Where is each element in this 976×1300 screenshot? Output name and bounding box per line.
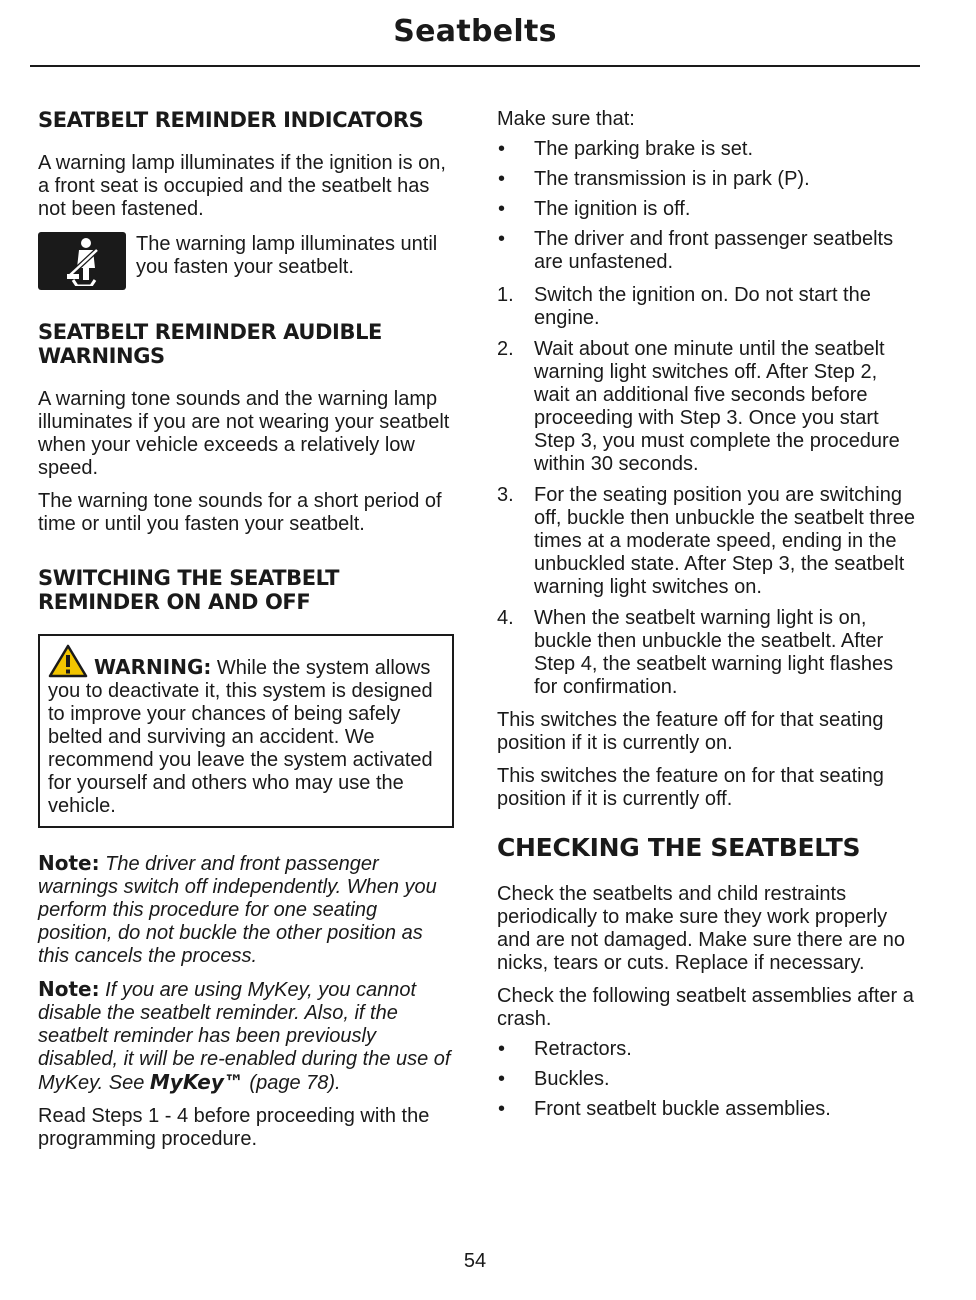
page-number: 54	[463, 1250, 487, 1272]
note-independent	[38, 852, 454, 968]
title-divider	[30, 65, 920, 67]
list-item: 3. For the seating position you are switching off, buckle then unbuckle the seatbelt three times at a moderate speed, ending in the unbuckled state. After Step 3, the seatbelt warning light switches on.	[497, 484, 916, 598]
warning-lamp-row	[38, 233, 454, 290]
right-column	[497, 108, 917, 1131]
paragraph: The warning tone sounds for a short period of time or until you fasten your seatbelt.	[38, 490, 442, 535]
list-item: 1. Switch the ignition on. Do not start the engine.	[497, 284, 871, 329]
precondition-list	[497, 138, 917, 274]
paragraph: This switches the feature off for that seating position if it is currently on.	[497, 709, 884, 754]
list-item: • Buckles.	[498, 1068, 610, 1090]
section-heading-audible-warnings: SEATBELT REMINDER AUDIBLE WARNINGS	[38, 320, 383, 368]
mykey-link[interactable]: MyKey™	[149, 1070, 244, 1094]
paragraph: Read Steps 1 - 4 before proceeding with the programming procedure.	[38, 1105, 430, 1150]
section-heading-checking-seatbelts: CHECKING THE SEATBELTS	[497, 833, 861, 862]
warning-label: WARNING:	[94, 655, 212, 679]
list-item: 4. When the seatbelt warning light is on, buckle then unbuckle the seatbelt. After Step 4, the seatbelt warning light flashes for confirmation.	[497, 607, 894, 698]
page-title: Seatbelts	[393, 14, 557, 49]
paragraph: Check the following seatbelt assemblies after a crash.	[497, 985, 914, 1030]
warning-box	[38, 634, 454, 828]
paragraph: Make sure that:	[497, 108, 635, 130]
left-column	[38, 108, 454, 1161]
note-text: The driver and front passenger warnings switch off independently. When you perform this procedure for one seating position, do not buckle the other position as this cancels the process.	[38, 853, 437, 967]
list-item: • The transmission is in park (P).	[498, 168, 810, 190]
list-item: • The ignition is off.	[498, 198, 691, 220]
warning-lamp-text: The warning lamp illuminates until you fasten your seatbelt.	[136, 233, 438, 278]
seatbelt-warning-icon	[38, 232, 126, 290]
list-item: 2. Wait about one minute until the seatbelt warning light switches off. After Step 2, wait an additional five seconds before proceeding with Step 3. Once you start Step 3, you must complete the procedure within 30 seconds.	[497, 338, 900, 475]
warning-text: While the system allows you to deactivate it, this system is designed to improve your chances of being safely belted and surviving an accident. We recommend you leave the system activated for yourself and others who may use the vehicle.	[48, 657, 433, 817]
section-heading-reminder-indicators: SEATBELT REMINDER INDICATORS	[38, 108, 424, 132]
note-text: If you are using MyKey, you cannot disable the seatbelt reminder. Also, if the seatbelt reminder has been previously disabled, it will be re-enabled during the use of MyKey. See	[38, 979, 451, 1094]
procedure-steps	[497, 284, 917, 699]
list-item: • The parking brake is set.	[498, 138, 753, 160]
section-heading-switching-reminder: SWITCHING THE SEATBELT REMINDER ON AND OFF	[38, 566, 340, 614]
warning-paragraph	[48, 644, 444, 818]
paragraph: A warning tone sounds and the warning lamp illuminates if you are not wearing your seatbelt when your vehicle exceeds a relatively low speed.	[38, 388, 450, 479]
paragraph: A warning lamp illuminates if the ignition is on, a front seat is occupied and the seatbelt has not been fastened.	[38, 152, 446, 220]
note-label: Note:	[38, 977, 100, 1001]
note-mykey	[38, 978, 454, 1095]
paragraph: Check the seatbelts and child restraints periodically to make sure they work properly and are not damaged. Make sure there are no nicks, tears or cuts. Replace if necessary.	[497, 883, 906, 974]
list-item: • Front seatbelt buckle assemblies.	[498, 1098, 831, 1120]
note-label: Note:	[38, 851, 100, 875]
paragraph: This switches the feature on for that seating position if it is currently off.	[497, 765, 884, 810]
warning-triangle-icon	[48, 644, 88, 678]
assembly-list	[497, 1038, 917, 1121]
list-item: • The driver and front passenger seatbelts are unfastened.	[498, 228, 894, 273]
list-item: • Retractors.	[498, 1038, 632, 1060]
page-reference: (page 78).	[243, 1072, 341, 1094]
